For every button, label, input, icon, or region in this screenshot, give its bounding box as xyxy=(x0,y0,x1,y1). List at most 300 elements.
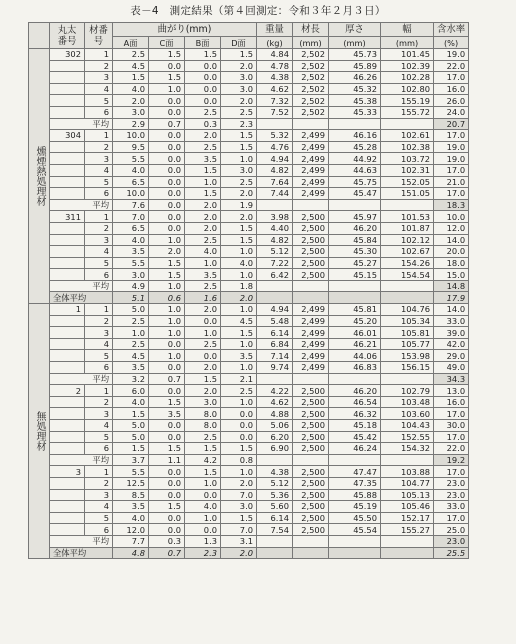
bend-c-average: 0.3 xyxy=(149,535,185,547)
material-number-cell: 3 xyxy=(85,234,113,246)
length-cell: 2,500 xyxy=(293,466,329,478)
bend-b-cell: 2.5 xyxy=(185,141,221,153)
width-total-average xyxy=(381,292,434,304)
thickness-average xyxy=(329,454,381,466)
bend-d-cell: 0.0 xyxy=(221,420,257,432)
length-cell: 2,502 xyxy=(293,95,329,107)
log-number-cell xyxy=(50,60,85,72)
weight-cell: 4.94 xyxy=(257,153,293,165)
log-number-cell xyxy=(50,512,85,524)
group-header-blank xyxy=(29,23,50,49)
bend-c-average: 1.1 xyxy=(149,454,185,466)
bend-a-cell: 5.5 xyxy=(113,257,149,269)
weight-cell: 7.52 xyxy=(257,106,293,118)
average-row xyxy=(29,535,469,547)
bend-a-cell: 5.0 xyxy=(113,304,149,316)
bend-b-cell: 0.0 xyxy=(185,83,221,95)
log-number-cell xyxy=(50,420,85,432)
bend-d-cell: 2.5 xyxy=(221,176,257,188)
bend-c-cell: 1.0 xyxy=(149,304,185,316)
weight-cell: 7.64 xyxy=(257,176,293,188)
table-row xyxy=(29,408,469,420)
table-body xyxy=(29,49,469,559)
table-row xyxy=(29,141,469,153)
bend-c-cell: 0.0 xyxy=(149,466,185,478)
bend-b-cell: 2.0 xyxy=(185,385,221,397)
bend-d-cell: 2.0 xyxy=(221,211,257,223)
table-row xyxy=(29,95,469,107)
face-d-header: D面 xyxy=(221,37,257,49)
weight-cell: 7.32 xyxy=(257,95,293,107)
moisture-average: 20.7 xyxy=(434,118,469,130)
bend-c-cell: 1.0 xyxy=(149,327,185,339)
bend-a-average: 7.6 xyxy=(113,199,149,211)
bend-a-cell: 4.5 xyxy=(113,60,149,72)
measurement-results-table xyxy=(28,22,469,559)
weight-cell: 7.44 xyxy=(257,188,293,200)
bend-d-cell: 1.5 xyxy=(221,141,257,153)
thickness-cell: 46.54 xyxy=(329,396,381,408)
bend-d-cell: 2.0 xyxy=(221,60,257,72)
thickness-cell: 45.20 xyxy=(329,315,381,327)
bend-c-cell: 0.0 xyxy=(149,431,185,443)
moisture-cell: 23.0 xyxy=(434,489,469,501)
thickness-cell: 47.35 xyxy=(329,477,381,489)
bend-d-cell: 2.0 xyxy=(221,188,257,200)
bend-a-average: 3.7 xyxy=(113,454,149,466)
bend-a-cell: 3.0 xyxy=(113,106,149,118)
bend-a-cell: 6.5 xyxy=(113,222,149,234)
material-number-cell: 6 xyxy=(85,524,113,536)
moisture-average: 19.2 xyxy=(434,454,469,466)
bend-d-cell: 3.0 xyxy=(221,72,257,84)
table-row xyxy=(29,431,469,443)
moisture-cell: 17.0 xyxy=(434,72,469,84)
bend-b-cell: 1.5 xyxy=(185,164,221,176)
thickness-cell: 45.88 xyxy=(329,489,381,501)
weight-average xyxy=(257,118,293,130)
moisture-cell: 15.0 xyxy=(434,269,469,281)
width-cell: 102.61 xyxy=(381,130,434,142)
weight-cell: 9.74 xyxy=(257,362,293,374)
average-row xyxy=(29,454,469,466)
width-cell: 105.81 xyxy=(381,327,434,339)
moisture-cell: 49.0 xyxy=(434,362,469,374)
bend-b-cell: 1.5 xyxy=(185,49,221,61)
thickness-cell: 45.47 xyxy=(329,188,381,200)
length-average xyxy=(293,199,329,211)
bend-b-cell: 8.0 xyxy=(185,408,221,420)
width-cell: 155.72 xyxy=(381,106,434,118)
bend-b-cell: 2.0 xyxy=(185,304,221,316)
average-row xyxy=(29,118,469,130)
total-average-row xyxy=(29,292,469,304)
thickness-cell: 45.97 xyxy=(329,211,381,223)
moisture-cell: 25.0 xyxy=(434,524,469,536)
face-a-header: A面 xyxy=(113,37,149,49)
width-cell: 155.19 xyxy=(381,95,434,107)
width-cell: 152.55 xyxy=(381,431,434,443)
bend-c-cell: 0.0 xyxy=(149,188,185,200)
width-cell: 102.28 xyxy=(381,72,434,84)
bend-b-cell: 4.0 xyxy=(185,501,221,513)
width-cell: 102.80 xyxy=(381,83,434,95)
total-average-label: 全体平均 xyxy=(50,547,113,559)
bend-d-cell: 1.5 xyxy=(221,327,257,339)
bend-d-total-average: 2.0 xyxy=(221,292,257,304)
weight-cell: 7.14 xyxy=(257,350,293,362)
bend-b-cell: 1.5 xyxy=(185,443,221,455)
moisture-cell: 17.0 xyxy=(434,188,469,200)
log-number-cell: 3 xyxy=(50,466,85,478)
bend-b-cell: 1.5 xyxy=(185,188,221,200)
average-row xyxy=(29,199,469,211)
weight-cell: 5.60 xyxy=(257,501,293,513)
material-number-cell: 4 xyxy=(85,83,113,95)
length-cell: 2,499 xyxy=(293,141,329,153)
weight-cell: 5.36 xyxy=(257,489,293,501)
bend-d-cell: 1.0 xyxy=(221,246,257,258)
moisture-cell: 17.0 xyxy=(434,431,469,443)
length-cell: 2,502 xyxy=(293,60,329,72)
bend-d-cell: 1.0 xyxy=(221,338,257,350)
weight-cell: 4.62 xyxy=(257,396,293,408)
bend-c-average: 0.7 xyxy=(149,118,185,130)
bend-d-cell: 1.0 xyxy=(221,269,257,281)
weight-average xyxy=(257,373,293,385)
bend-a-cell: 3.0 xyxy=(113,269,149,281)
length-cell: 2,500 xyxy=(293,211,329,223)
bend-d-cell: 1.0 xyxy=(221,153,257,165)
table-row xyxy=(29,176,469,188)
width-cell: 155.27 xyxy=(381,524,434,536)
width-cell: 103.48 xyxy=(381,396,434,408)
bend-header: 曲がり(mm) xyxy=(113,23,257,37)
thickness-average xyxy=(329,535,381,547)
material-number-cell: 4 xyxy=(85,246,113,258)
material-number-cell: 5 xyxy=(85,176,113,188)
bend-c-cell: 0.0 xyxy=(149,420,185,432)
table-row xyxy=(29,257,469,269)
bend-d-average: 0.8 xyxy=(221,454,257,466)
moisture-average: 18.3 xyxy=(434,199,469,211)
length-cell: 2,500 xyxy=(293,408,329,420)
weight-cell: 6.14 xyxy=(257,327,293,339)
table-row xyxy=(29,466,469,478)
bend-a-average: 3.2 xyxy=(113,373,149,385)
bend-c-total-average: 0.6 xyxy=(149,292,185,304)
bend-c-cell: 1.5 xyxy=(149,72,185,84)
bend-b-cell: 0.0 xyxy=(185,524,221,536)
moisture-cell: 23.0 xyxy=(434,477,469,489)
width-header: 幅 xyxy=(381,23,434,37)
material-number-cell: 1 xyxy=(85,466,113,478)
bend-d-cell: 2.5 xyxy=(221,106,257,118)
bend-a-cell: 4.0 xyxy=(113,83,149,95)
bend-a-cell: 5.0 xyxy=(113,431,149,443)
bend-d-cell: 1.5 xyxy=(221,49,257,61)
width-cell: 101.87 xyxy=(381,222,434,234)
material-number-cell: 2 xyxy=(85,222,113,234)
weight-average xyxy=(257,199,293,211)
log-number-cell xyxy=(50,431,85,443)
weight-cell: 5.48 xyxy=(257,315,293,327)
width-cell: 104.43 xyxy=(381,420,434,432)
bend-d-cell: 1.0 xyxy=(221,466,257,478)
bend-d-cell: 1.5 xyxy=(221,512,257,524)
material-number-cell: 5 xyxy=(85,431,113,443)
length-cell: 2,500 xyxy=(293,269,329,281)
length-cell: 2,499 xyxy=(293,164,329,176)
width-average xyxy=(381,280,434,292)
bend-b-cell: 8.0 xyxy=(185,420,221,432)
face-c-header: C面 xyxy=(149,37,185,49)
length-cell: 2,500 xyxy=(293,477,329,489)
bend-d-cell: 2.0 xyxy=(221,95,257,107)
length-average xyxy=(293,535,329,547)
weight-cell: 4.84 xyxy=(257,49,293,61)
material-number-cell: 3 xyxy=(85,72,113,84)
bend-c-cell: 1.5 xyxy=(149,501,185,513)
material-number-cell: 3 xyxy=(85,489,113,501)
bend-a-average: 7.7 xyxy=(113,535,149,547)
log-number-cell xyxy=(50,164,85,176)
thickness-cell: 45.75 xyxy=(329,176,381,188)
width-cell: 103.88 xyxy=(381,466,434,478)
thickness-cell: 45.73 xyxy=(329,49,381,61)
log-number-cell xyxy=(50,176,85,188)
bend-c-cell: 0.0 xyxy=(149,176,185,188)
bend-c-total-average: 0.7 xyxy=(149,547,185,559)
weight-cell: 5.06 xyxy=(257,420,293,432)
bend-a-total-average: 4.8 xyxy=(113,547,149,559)
bend-b-cell: 3.5 xyxy=(185,269,221,281)
thickness-cell: 44.06 xyxy=(329,350,381,362)
log-number-cell xyxy=(50,338,85,350)
width-cell: 102.79 xyxy=(381,385,434,397)
thickness-cell: 46.26 xyxy=(329,72,381,84)
moisture-cell: 22.0 xyxy=(434,60,469,72)
table-row xyxy=(29,512,469,524)
length-cell: 2,499 xyxy=(293,350,329,362)
bend-c-cell: 0.0 xyxy=(149,153,185,165)
moisture-cell: 21.0 xyxy=(434,176,469,188)
log-number-cell xyxy=(50,362,85,374)
group-label: 燻煙熱処理材 xyxy=(29,49,50,304)
thickness-cell: 45.84 xyxy=(329,234,381,246)
width-cell: 152.05 xyxy=(381,176,434,188)
length-cell: 2,499 xyxy=(293,176,329,188)
bend-a-cell: 1.5 xyxy=(113,72,149,84)
bend-b-average: 2.0 xyxy=(185,199,221,211)
table-row xyxy=(29,106,469,118)
material-number-cell: 2 xyxy=(85,477,113,489)
material-number-cell: 5 xyxy=(85,95,113,107)
length-cell: 2,500 xyxy=(293,501,329,513)
weight-cell: 3.98 xyxy=(257,211,293,223)
length-cell: 2,499 xyxy=(293,315,329,327)
moisture-average: 34.3 xyxy=(434,373,469,385)
moisture-total-average: 25.5 xyxy=(434,547,469,559)
bend-b-cell: 0.0 xyxy=(185,350,221,362)
bend-c-cell: 0.0 xyxy=(149,362,185,374)
moisture-cell: 14.0 xyxy=(434,304,469,316)
bend-d-average: 1.9 xyxy=(221,199,257,211)
width-cell: 152.17 xyxy=(381,512,434,524)
length-cell: 2,499 xyxy=(293,362,329,374)
thickness-cell: 45.30 xyxy=(329,246,381,258)
bend-c-average: 1.0 xyxy=(149,280,185,292)
thickness-average xyxy=(329,118,381,130)
table-row xyxy=(29,130,469,142)
table-row xyxy=(29,327,469,339)
table-row xyxy=(29,153,469,165)
bend-d-cell: 2.5 xyxy=(221,385,257,397)
bend-c-cell: 1.5 xyxy=(149,257,185,269)
bend-a-cell: 8.5 xyxy=(113,489,149,501)
length-cell: 2,500 xyxy=(293,396,329,408)
weight-cell: 6.20 xyxy=(257,431,293,443)
table-row xyxy=(29,315,469,327)
bend-c-cell: 0.0 xyxy=(149,141,185,153)
length-cell: 2,500 xyxy=(293,489,329,501)
width-average xyxy=(381,118,434,130)
material-number-cell: 6 xyxy=(85,443,113,455)
material-number-cell: 6 xyxy=(85,362,113,374)
log-number-cell: 302 xyxy=(50,49,85,61)
moisture-cell: 20.0 xyxy=(434,246,469,258)
moisture-average: 14.8 xyxy=(434,280,469,292)
bend-d-cell: 4.0 xyxy=(221,257,257,269)
log-number-cell xyxy=(50,141,85,153)
moisture-cell: 10.0 xyxy=(434,211,469,223)
bend-a-total-average: 5.1 xyxy=(113,292,149,304)
total-average-row xyxy=(29,547,469,559)
log-number-cell xyxy=(50,188,85,200)
material-number-cell: 1 xyxy=(85,130,113,142)
bend-a-cell: 10.0 xyxy=(113,130,149,142)
moisture-cell: 33.0 xyxy=(434,315,469,327)
material-number-cell: 1 xyxy=(85,211,113,223)
thickness-cell: 45.19 xyxy=(329,501,381,513)
thickness-cell: 44.92 xyxy=(329,153,381,165)
bend-a-cell: 4.0 xyxy=(113,234,149,246)
bend-b-average: 2.5 xyxy=(185,280,221,292)
thickness-cell: 45.81 xyxy=(329,304,381,316)
length-cell: 2,500 xyxy=(293,257,329,269)
table-row xyxy=(29,234,469,246)
bend-b-cell: 1.0 xyxy=(185,327,221,339)
thickness-cell: 45.32 xyxy=(329,83,381,95)
weight-cell: 4.62 xyxy=(257,83,293,95)
log-number-cell xyxy=(50,234,85,246)
material-number-cell: 2 xyxy=(85,141,113,153)
material-number-cell: 6 xyxy=(85,269,113,281)
material-number-cell: 1 xyxy=(85,304,113,316)
table-row xyxy=(29,338,469,350)
bend-c-cell: 2.0 xyxy=(149,246,185,258)
width-cell: 102.38 xyxy=(381,141,434,153)
length-cell: 2,502 xyxy=(293,106,329,118)
bend-b-cell: 1.0 xyxy=(185,512,221,524)
moisture-cell: 17.0 xyxy=(434,130,469,142)
bend-c-cell: 0.0 xyxy=(149,477,185,489)
width-cell: 154.54 xyxy=(381,269,434,281)
bend-b-cell: 2.0 xyxy=(185,222,221,234)
bend-b-cell: 4.0 xyxy=(185,246,221,258)
width-total-average xyxy=(381,547,434,559)
bend-a-cell: 4.0 xyxy=(113,512,149,524)
log-number-cell xyxy=(50,246,85,258)
weight-cell: 4.22 xyxy=(257,385,293,397)
weight-header: 重量 xyxy=(257,23,293,37)
bend-b-cell: 2.0 xyxy=(185,362,221,374)
thickness-cell: 46.32 xyxy=(329,408,381,420)
bend-c-cell: 1.5 xyxy=(149,396,185,408)
bend-d-cell: 7.0 xyxy=(221,524,257,536)
log-number-cell xyxy=(50,106,85,118)
thickness-cell: 46.01 xyxy=(329,327,381,339)
bend-b-cell: 0.0 xyxy=(185,72,221,84)
width-cell: 105.46 xyxy=(381,501,434,513)
thickness-cell: 45.42 xyxy=(329,431,381,443)
material-number-cell: 6 xyxy=(85,106,113,118)
weight-cell: 4.82 xyxy=(257,164,293,176)
weight-cell: 4.38 xyxy=(257,466,293,478)
weight-cell: 4.94 xyxy=(257,304,293,316)
log-number-cell xyxy=(50,72,85,84)
length-average xyxy=(293,118,329,130)
table-row xyxy=(29,72,469,84)
thickness-cell: 45.89 xyxy=(329,60,381,72)
width-cell: 151.05 xyxy=(381,188,434,200)
moisture-cell: 16.0 xyxy=(434,83,469,95)
length-average xyxy=(293,454,329,466)
bend-a-cell: 10.0 xyxy=(113,188,149,200)
thickness-cell: 45.50 xyxy=(329,512,381,524)
length-average xyxy=(293,373,329,385)
bend-d-cell: 0.0 xyxy=(221,408,257,420)
bend-b-average: 4.2 xyxy=(185,454,221,466)
weight-cell: 4.38 xyxy=(257,72,293,84)
log-number-cell xyxy=(50,257,85,269)
table-row xyxy=(29,246,469,258)
bend-d-cell: 7.0 xyxy=(221,489,257,501)
weight-total-average xyxy=(257,547,293,559)
length-cell: 2,500 xyxy=(293,443,329,455)
bend-d-cell: 3.0 xyxy=(221,501,257,513)
width-cell: 101.53 xyxy=(381,211,434,223)
table-row xyxy=(29,60,469,72)
bend-b-cell: 3.0 xyxy=(185,396,221,408)
bend-b-average: 1.5 xyxy=(185,373,221,385)
thickness-cell: 45.18 xyxy=(329,420,381,432)
bend-b-average: 0.3 xyxy=(185,118,221,130)
bend-c-cell: 0.0 xyxy=(149,222,185,234)
bend-c-cell: 0.0 xyxy=(149,385,185,397)
thickness-total-average xyxy=(329,547,381,559)
average-label: 平均 xyxy=(50,454,113,466)
bend-a-cell: 12.5 xyxy=(113,477,149,489)
moisture-cell: 16.0 xyxy=(434,396,469,408)
bend-d-average: 2.3 xyxy=(221,118,257,130)
table-row xyxy=(29,524,469,536)
material-number-cell: 4 xyxy=(85,420,113,432)
width-cell: 156.15 xyxy=(381,362,434,374)
bend-c-cell: 1.0 xyxy=(149,83,185,95)
table-row xyxy=(29,188,469,200)
material-number-cell: 4 xyxy=(85,501,113,513)
